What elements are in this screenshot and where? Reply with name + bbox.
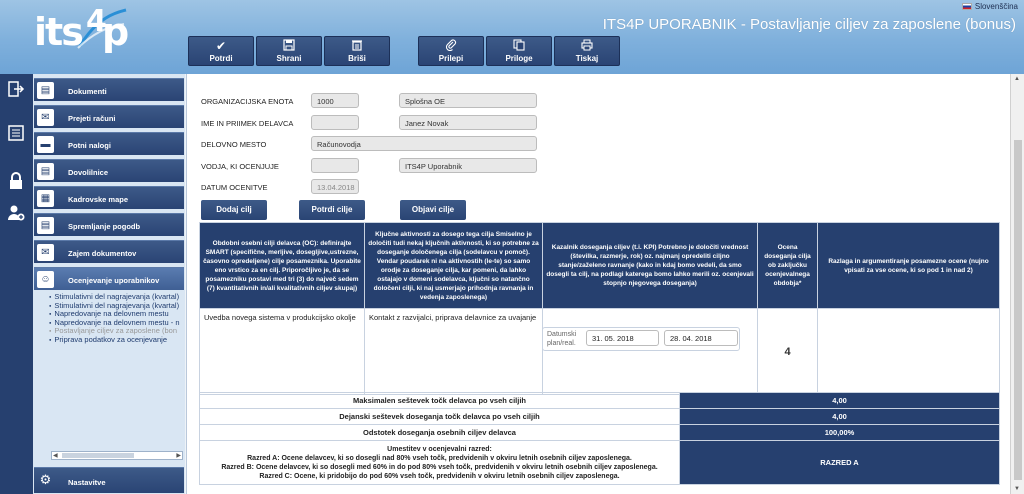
main-vertical-scrollbar[interactable]	[1010, 74, 1024, 494]
envelope-icon: ✉	[37, 244, 54, 261]
grade-c-text: Razred C: Ocene, ki pridobijo do pod 60% vseh točk, predvidenih v okviru letnih osebnih ciljev zaposlenega.	[259, 472, 620, 480]
table-row	[200, 393, 1000, 409]
sidebar	[33, 74, 185, 494]
grade-a-text: Razred A: Ocene delavcev, ki so dosegli nad 80% vseh točk, predvidenih v okviru letnih osebnih ciljev zaposlenega.	[247, 454, 632, 462]
header-goal-score: Ocena doseganja cilja ob zaključku ocenjevalnega obdobja*	[758, 223, 818, 309]
grade-description	[200, 441, 680, 485]
attachments-button[interactable]: Priloge	[486, 36, 552, 66]
table-row	[200, 309, 1000, 395]
scroll-thumb[interactable]	[62, 453, 134, 458]
employee-label: IME IN PRIIMEK DELAVCA	[201, 119, 294, 128]
sidebar-item-zajem-dokumentov[interactable]: ✉ Zajem dokumentov	[34, 240, 184, 263]
car-icon: ▬	[37, 136, 54, 153]
header-personal-goals: Obdobni osebni cilji delavca (OC): definirajte SMART (specifične, merljive, dosegljive,ustrezne, časovno opredeljene) cilje posameznika. Uporabite eno vrstico za en cilj. Priporočljivo je, da se posamezniku postavi med tri (3) do največ sedem (7) kvantitativnih in/ali kvalitativnih ciljev skupaj)	[200, 223, 365, 309]
print-button[interactable]: Tiskaj	[554, 36, 620, 66]
summary-table	[199, 392, 1000, 485]
position-label: DELOVNO MESTO	[201, 140, 267, 149]
org-unit-name-field[interactable]: Splošna OE	[399, 93, 537, 108]
trash-icon	[325, 39, 389, 54]
date-real-field[interactable]: 28. 04. 2018	[664, 330, 738, 346]
actual-points-value: 4,00	[680, 409, 1000, 425]
grades-title: Umestitev v ocenjevalni razred:	[387, 445, 492, 453]
folder-icon: ▦	[37, 190, 54, 207]
activities-cell[interactable]: Kontakt z razvijalci, priprava delavnice za uvajanje	[365, 309, 543, 395]
evaluation-date-field[interactable]: 13.04.2018	[311, 179, 359, 194]
sidebar-item-prejeti-racuni[interactable]: ✉ Prejeti računi	[34, 105, 184, 128]
sidebar-item-dovolilnice[interactable]: ▤ Dovolilnice	[34, 159, 184, 182]
header-kpi: Kazalnik doseganja ciljev (t.i. KPI) Potrebno je določiti vrednost (številka, razmerje, rok) oz. najmanj opredeliti ciljno stanje/zaželeno ravnanje (kako in kdaj bomo vedeli, da smo dosegli ta cilj, na podlagi katerega bomo lahko merili oz. ocenjevali stopnjo njegovega doseganja)	[543, 223, 758, 309]
evaluator-label: VODJA, KI OCENJUJE	[201, 162, 279, 171]
subitem-postavljanje-ciljev[interactable]: ● Postavljanje ciljev za zaposlene (bon	[49, 327, 184, 336]
delete-button[interactable]: Briši	[324, 36, 390, 66]
paste-button[interactable]: Prilepi	[418, 36, 484, 66]
add-goal-button[interactable]: Dodaj cilj	[201, 200, 267, 220]
subitem-priprava-podatkov[interactable]: ● Priprava podatkov za ocenjevanje	[49, 336, 184, 345]
confirm-button[interactable]: ✔ Potrdi	[188, 36, 254, 66]
goals-table	[199, 222, 1000, 395]
slovenia-flag-icon	[962, 3, 972, 10]
score-cell[interactable]: 4	[758, 309, 818, 395]
sidebar-horizontal-scrollbar[interactable]	[51, 451, 183, 460]
save-button[interactable]: Shrani	[256, 36, 322, 66]
scroll-up-icon[interactable]: ▲	[1014, 76, 1020, 82]
header-explanation: Razlaga in argumentiranje posamezne ocene (nujno vpisati za vse ocene, ki so pod 1 in nad 2)	[818, 223, 1000, 309]
header-key-activities: Ključne aktivnosti za dosego tega cilja Smiselno je določiti tudi nekaj ključnih aktivnosti, ki so potrebne za doseganje določenega cilja (sodelavcu v pomoč). Vendar poudarek ni na aktivnostih (le-te) so samo orodje za doseganje cilja, kar pomeni, da lahko ostajajo v domeni sodelavca, ključni so natančno določeni cilji, ki naj usmerjajo prihodnja ravnanja in vedenja zaposlenega)	[365, 223, 543, 309]
sidebar-item-kadrovske-mape[interactable]: ▦ Kadrovske mape	[34, 186, 184, 209]
app-header	[0, 0, 1024, 74]
lock-icon[interactable]	[5, 172, 27, 194]
date-plan-field[interactable]: 31. 05. 2018	[586, 330, 659, 346]
max-points-label: Maksimalen seštevek točk delavca po vseh ciljih	[200, 393, 680, 409]
sidebar-item-spremljanje-pogodb[interactable]: ▤ Spremljanje pogodb	[34, 213, 184, 236]
max-points-value: 4,00	[680, 393, 1000, 409]
subitem-napredovanje-2[interactable]: ● Napredovanje na delovnem mestu - n	[49, 319, 184, 328]
logout-icon[interactable]	[5, 80, 27, 102]
table-row	[200, 409, 1000, 425]
document-icon: ▤	[37, 82, 54, 99]
copy-document-icon	[487, 39, 551, 54]
dates-label: Datumski plan/real.	[547, 331, 577, 347]
scroll-left-icon[interactable]: ◀	[53, 453, 58, 459]
subitem-stimulativni-2[interactable]: ● Stimulativni del nagrajevanja (kvartal)	[49, 302, 184, 311]
kpi-cell[interactable]	[543, 309, 758, 395]
its4p-logo: its 4 p	[34, 4, 130, 54]
subitem-stimulativni-1[interactable]: ● Stimulativni del nagrajevanja (kvartal)	[49, 293, 184, 302]
confirm-goals-button[interactable]: Potrdi cilje	[299, 200, 365, 220]
document-icon: ▤	[37, 217, 54, 234]
paperclip-icon	[419, 39, 483, 54]
evaluator-name-field[interactable]: ITS4P Uporabnik	[399, 158, 537, 173]
sidebar-item-dokumenti[interactable]: ▤ Dokumenti	[34, 78, 184, 101]
position-field[interactable]: Računovodja	[311, 136, 537, 151]
table-row	[200, 441, 1000, 485]
scroll-thumb[interactable]	[1014, 140, 1022, 480]
add-user-icon[interactable]	[5, 204, 27, 226]
printer-icon	[555, 39, 619, 54]
gear-icon: ⚙	[39, 472, 52, 487]
scroll-down-icon[interactable]: ▼	[1014, 486, 1020, 492]
language-selector[interactable]	[962, 2, 1018, 11]
quick-icon-strip	[0, 74, 33, 494]
envelope-icon: ✉	[37, 109, 54, 126]
date-label: DATUM OCENITVE	[201, 183, 268, 192]
org-unit-code-field[interactable]: 1000	[311, 93, 359, 108]
actual-points-label: Dejanski seštevek doseganja točk delavca po vseh ciljih	[200, 409, 680, 425]
subitem-napredovanje-1[interactable]: ● Napredovanje na delovnem mestu	[49, 310, 184, 319]
floppy-disk-icon	[257, 39, 321, 54]
sidebar-subitems	[49, 293, 184, 344]
user-icon: ☺	[37, 271, 54, 288]
goal-cell[interactable]: Uvedba novega sistema v produkcijsko okolje	[200, 309, 365, 395]
list-icon[interactable]	[5, 124, 27, 146]
grade-b-text: Razred B: Ocene delavcev, ki so dosegli med 60% in do pod 80% vseh točk, predvidenih v okviru letnih osebnih ciljev zaposlenega.	[221, 463, 658, 471]
explanation-cell[interactable]	[818, 309, 1000, 395]
percent-label: Odstotek doseganja osebnih ciljev delavca	[200, 425, 680, 441]
sidebar-item-ocenjevanje-uporabnikov[interactable]: ☺ Ocenjevanje uporabnikov	[34, 267, 184, 290]
sidebar-item-nastavitve[interactable]: ⚙ Nastavitve	[34, 467, 184, 493]
page-title: ITS4P UPORABNIK - Postavljanje ciljev za zaposlene (bonus)	[602, 16, 1016, 33]
employee-name-field[interactable]: Janez Novak	[399, 115, 537, 130]
org-unit-label: ORGANIZACIJSKA ENOTA	[201, 97, 294, 106]
evaluator-code-field[interactable]	[311, 158, 359, 173]
goals-header-row	[200, 223, 1000, 309]
scroll-right-icon[interactable]: ▶	[176, 453, 181, 459]
publish-goals-button[interactable]: Objavi cilje	[400, 200, 466, 220]
table-row	[200, 425, 1000, 441]
employee-code-field[interactable]	[311, 115, 359, 130]
main-content	[186, 74, 1010, 494]
grade-value: RAZRED A	[680, 441, 1000, 485]
language-label: Slovenščina	[974, 2, 1018, 11]
sidebar-item-potni-nalogi[interactable]: ▬ Potni nalogi	[34, 132, 184, 155]
document-icon: ▤	[37, 163, 54, 180]
percent-value: 100,00%	[680, 425, 1000, 441]
checkmark-icon: ✔	[215, 39, 227, 53]
